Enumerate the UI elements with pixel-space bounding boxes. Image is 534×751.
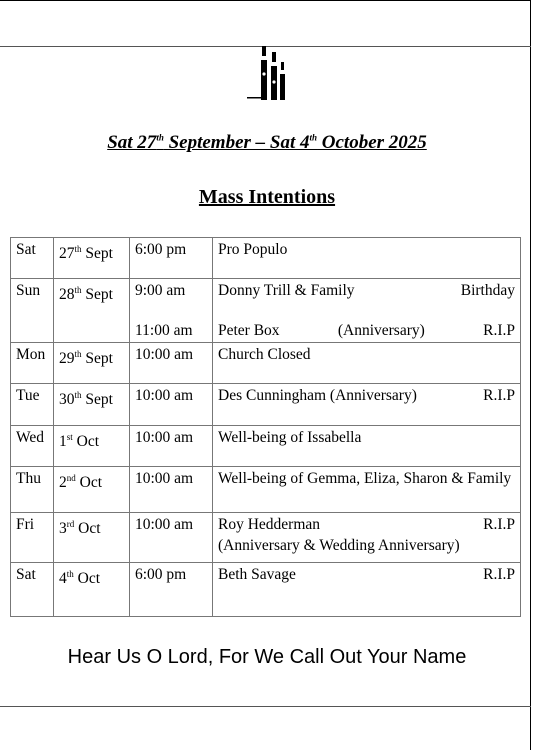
day-cell: Wed xyxy=(11,426,54,467)
table-row xyxy=(11,513,521,563)
day-cell: Fri xyxy=(11,513,54,563)
day-cell: Mon xyxy=(11,343,54,384)
time-cell: 6:00 pm xyxy=(130,563,213,617)
date-cell: 28th Sept xyxy=(54,279,130,343)
date-cell: 29th Sept xyxy=(54,343,130,384)
intention-cell: Well-being of Gemma, Eliza, Sharon & Family xyxy=(213,467,521,513)
date-cell: 4th Oct xyxy=(54,563,130,617)
time-cell: 10:00 am xyxy=(130,467,213,513)
table-row xyxy=(11,563,521,617)
closing-prayer: Hear Us O Lord, For We Call Out Your Name xyxy=(67,646,467,668)
table-row xyxy=(11,279,521,343)
day-cell: Tue xyxy=(11,384,54,426)
table-row xyxy=(11,384,521,426)
intention-tag: R.I.P xyxy=(483,516,515,533)
day-cell: Thu xyxy=(11,467,54,513)
mass-intentions-title: Mass Intentions xyxy=(198,186,336,208)
intention-text: Des Cunningham (Anniversary) xyxy=(218,387,417,404)
time-cell: 6:00 pm xyxy=(130,238,213,279)
date-cell: 3rd Oct xyxy=(54,513,130,563)
intention-text: Beth Savage xyxy=(218,566,296,583)
intention-tag: R.I.P xyxy=(483,322,515,339)
day-cell: Sun xyxy=(11,279,54,343)
day-cell: Sat xyxy=(11,238,54,279)
intention-text: Peter Box xyxy=(218,322,280,339)
intention-cell xyxy=(213,279,521,343)
intention-cell xyxy=(213,384,521,426)
date-range-heading: Sat 27th September – Sat 4th October 2025 xyxy=(107,132,427,153)
time-cell: 10:00 am xyxy=(130,513,213,563)
intention-cell: Well-being of Issabella xyxy=(213,426,521,467)
time-cell: 10:00 am xyxy=(130,426,213,467)
date-cell: 2nd Oct xyxy=(54,467,130,513)
intention-text: Donny Trill & Family xyxy=(218,282,355,299)
intention-tag: R.I.P xyxy=(483,566,515,583)
day-cell: Sat xyxy=(11,563,54,617)
table-row xyxy=(11,343,521,384)
time-text: 11:00 am xyxy=(135,322,193,339)
date-cell: 1st Oct xyxy=(54,426,130,467)
time-cell: 10:00 am xyxy=(130,343,213,384)
date-cell: 27th Sept xyxy=(54,238,130,279)
intention-tag: Birthday xyxy=(460,282,515,299)
time-cell xyxy=(130,279,213,343)
mass-intentions-table xyxy=(10,237,521,617)
table-row xyxy=(11,426,521,467)
date-cell: 30th Sept xyxy=(54,384,130,426)
candles-logo-icon xyxy=(247,44,293,104)
intention-text: (Anniversary & Wedding Anniversary) xyxy=(218,537,460,554)
intention-text: Roy Hedderman xyxy=(218,516,321,533)
intention-tag: (Anniversary) xyxy=(337,322,425,339)
intention-cell xyxy=(213,513,521,563)
table-row xyxy=(11,238,521,279)
table-row xyxy=(11,467,521,513)
intention-tag: R.I.P xyxy=(483,387,515,404)
bottom-divider xyxy=(0,706,531,707)
time-text: 9:00 am xyxy=(135,282,186,299)
time-cell: 10:00 am xyxy=(130,384,213,426)
intention-cell: Church Closed xyxy=(213,343,521,384)
intention-cell xyxy=(213,563,521,617)
intention-cell: Pro Populo xyxy=(213,238,521,279)
